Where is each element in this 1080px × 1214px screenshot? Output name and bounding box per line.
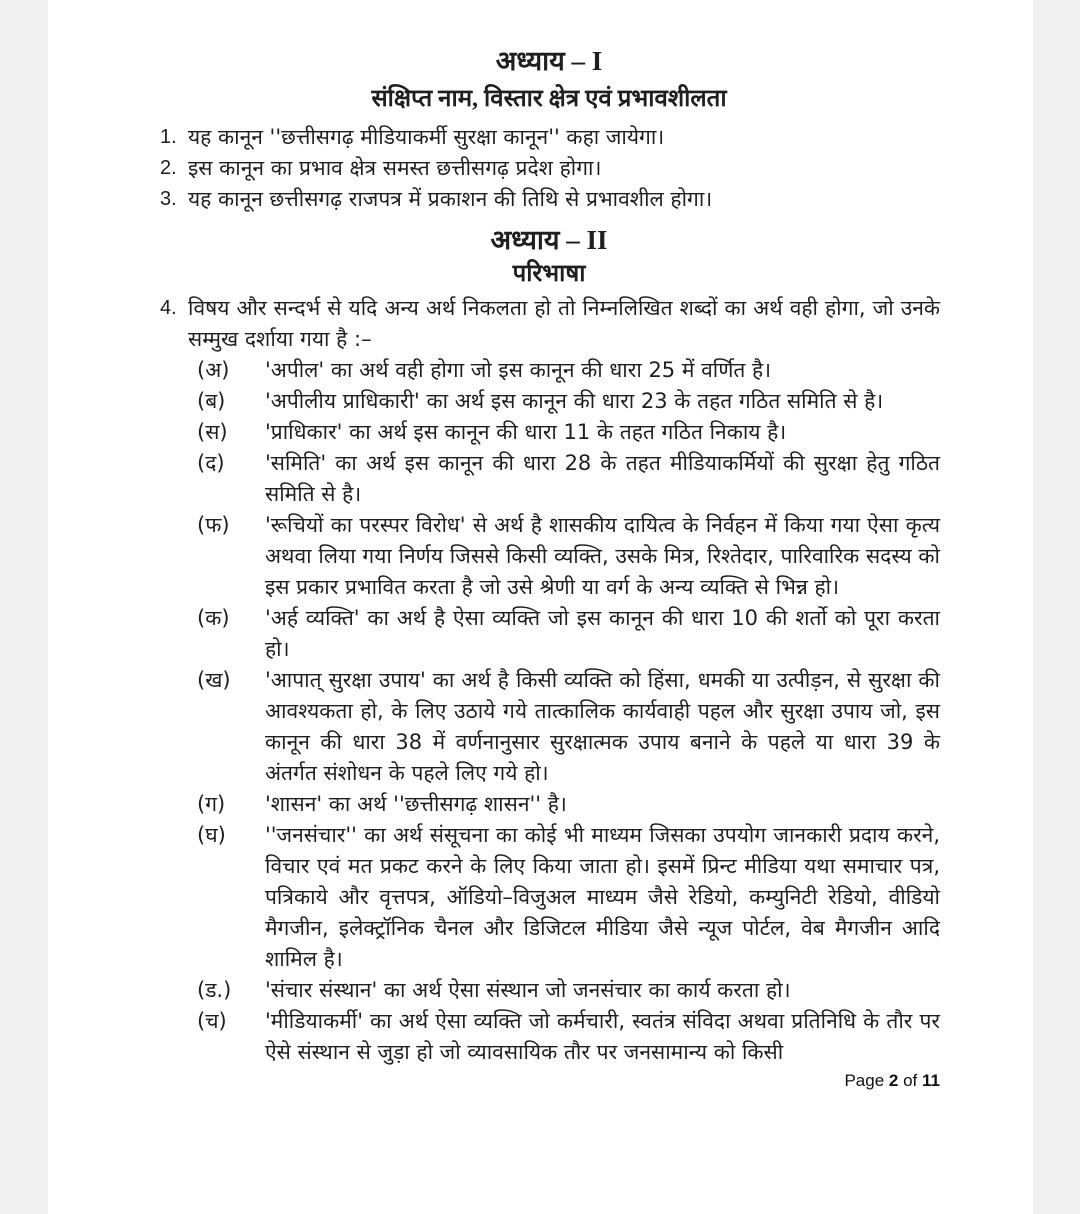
definition-label-g: (ग) bbox=[197, 792, 226, 816]
definition-row-s bbox=[48, 417, 940, 448]
definition-label-ch: (च) bbox=[197, 1009, 227, 1033]
definition-label-s: (स) bbox=[197, 420, 228, 444]
definition-row-b bbox=[48, 386, 940, 417]
clause-4 bbox=[48, 293, 940, 355]
definition-text-ng: 'संचार संस्थान' का अर्थ ऐसा संस्थान जो जनसंचार का कार्य करता हो। bbox=[265, 978, 791, 1002]
total-page-number: 11 bbox=[922, 1071, 940, 1090]
clause-3 bbox=[48, 184, 940, 215]
definition-text-k: 'अर्ह व्यक्ति' का अर्थ है ऐसा व्यक्ति जो इस कानून की धारा 10 की शर्तो को पूरा करता हो। bbox=[265, 606, 940, 661]
definition-text-ch: 'मीडियाकर्मी' का अर्थ ऐसा व्यक्ति जो कर्मचारी, स्वतंत्र संविदा अथवा प्रतिनिधि के तौर पर ऐसे संस्थान से जुड़ा हो जो व्यावसायिक तौर पर जनसामान्य को किसी bbox=[265, 1009, 940, 1064]
clause-4-text: विषय और सन्दर्भ से यदि अन्य अर्थ निकलता हो तो निम्नलिखित शब्दों का अर्थ वही होगा, जो उनके सम्मुख दर्शाया गया है :– bbox=[188, 296, 940, 351]
definition-text-s: 'प्राधिकार' का अर्थ इस कानून की धारा 11 के तहत गठित निकाय है। bbox=[265, 420, 787, 444]
definition-text-b: 'अपीलीय प्राधिकारी' का अर्थ इस कानून की धारा 23 के तहत गठित समिति से है। bbox=[265, 389, 884, 413]
clause-1-text: यह कानून ''छत्तीसगढ़ मीडियाकर्मी सुरक्षा कानून'' कहा जायेगा। bbox=[188, 125, 665, 149]
chapter-1-title: अध्याय – I bbox=[495, 46, 603, 76]
definition-row-g bbox=[48, 789, 940, 820]
definition-text-gh: ''जनसंचार'' का अर्थ संसूचना का कोई भी माध्यम जिसका उपयोग जानकारी प्रदाय करने, विचार एवं मत प्रकट करने के लिए किया जाता हो। इसमें प्रिन्ट मीडिया यथा समाचार पत्र, पत्रिकाये और वृत्तपत्र, ऑडियो–विजुअल माध्यम जैसे रेडियो, कम्युनिटी रेडियो, वीडियो मैगजीन, इलेक्ट्रॉनिक चैनल और डिजिटल मीडिया जैसे न्यूज पोर्टल, वेब मैगजीन आदि शामिल है। bbox=[265, 823, 940, 971]
definition-text-f: 'रूचियों का परस्पर विरोध' से अर्थ है शासकीय दायित्व के निर्वहन में किया गया ऐसा कृत्य अथवा लिया गया निर्णय जिससे किसी व्यक्ति, उसके मित्र, रिश्तेदार, पारिवारिक सदस्य को इस प्रकार प्रभावित करता है जो उसे श्रेणी या वर्ग के अन्य व्यक्ति से भिन्न हो। bbox=[265, 513, 940, 599]
definition-label-b: (ब) bbox=[197, 389, 226, 413]
chapter-2-subtitle: परिभाषा bbox=[512, 261, 586, 287]
clause-4-number: 4. bbox=[160, 297, 177, 319]
definition-row-gh bbox=[48, 820, 940, 975]
definition-label-a: (अ) bbox=[197, 358, 230, 382]
clause-3-text: यह कानून छत्तीसगढ़ राजपत्र में प्रकाशन की तिथि से प्रभावशील होगा। bbox=[188, 187, 713, 211]
definition-label-k: (क) bbox=[197, 606, 230, 630]
current-page-number: 2 bbox=[888, 1071, 899, 1090]
definition-text-g: 'शासन' का अर्थ ''छत्तीसगढ़ शासन'' है। bbox=[265, 792, 567, 816]
definition-row-kh bbox=[48, 665, 940, 789]
definition-text-d: 'समिति' का अर्थ इस कानून की धारा 28 के तहत मीडियाकर्मियों की सुरक्षा हेतु गठित समिति से है। bbox=[265, 451, 940, 506]
of-label: of bbox=[903, 1071, 918, 1090]
clause-2 bbox=[48, 153, 940, 184]
clause-1-number: 1. bbox=[160, 126, 177, 148]
definition-row-ch bbox=[48, 1006, 940, 1068]
definition-row-d bbox=[48, 448, 940, 510]
chapter-2-title: अध्याय – II bbox=[490, 225, 608, 255]
definition-label-gh: (घ) bbox=[197, 823, 226, 847]
clause-1 bbox=[48, 122, 940, 153]
definition-label-f: (फ) bbox=[197, 513, 230, 537]
definition-row-f bbox=[48, 510, 940, 603]
definition-row-a bbox=[48, 355, 940, 386]
page-number-footer bbox=[48, 1071, 940, 1091]
definition-label-ng: (ड.) bbox=[197, 978, 232, 1002]
document-page bbox=[48, 0, 1033, 1214]
definition-text-a: 'अपील' का अर्थ वही होगा जो इस कानून की धारा 25 में वर्णित है। bbox=[265, 358, 772, 382]
chapter-1-subtitle: संक्षिप्त नाम, विस्तार क्षेत्र एवं प्रभावशीलता bbox=[371, 86, 727, 112]
clause-3-number: 3. bbox=[160, 188, 177, 210]
definition-label-d: (द) bbox=[197, 451, 225, 475]
page-label: Page bbox=[844, 1071, 885, 1090]
definition-row-ng bbox=[48, 975, 940, 1006]
clause-2-number: 2. bbox=[160, 157, 177, 179]
definition-label-kh: (ख) bbox=[197, 668, 231, 692]
definition-row-k bbox=[48, 603, 940, 665]
clause-2-text: इस कानून का प्रभाव क्षेत्र समस्त छत्तीसगढ़ प्रदेश होगा। bbox=[188, 156, 602, 180]
definition-text-kh: 'आपात् सुरक्षा उपाय' का अर्थ है किसी व्यक्ति को हिंसा, धमकी या उत्पीड़न, से सुरक्षा की आवश्यकता हो, के लिए उठाये गये तात्कालिक कार्यवाही पहल और सुरक्षा उपाय जो, इस कानून की धारा 38 में वर्णनानुसार सुरक्षात्मक उपाय बनाने के पहले या धारा 39 के अंतर्गत संशोधन के पहले लिए गये हो। bbox=[265, 668, 940, 785]
